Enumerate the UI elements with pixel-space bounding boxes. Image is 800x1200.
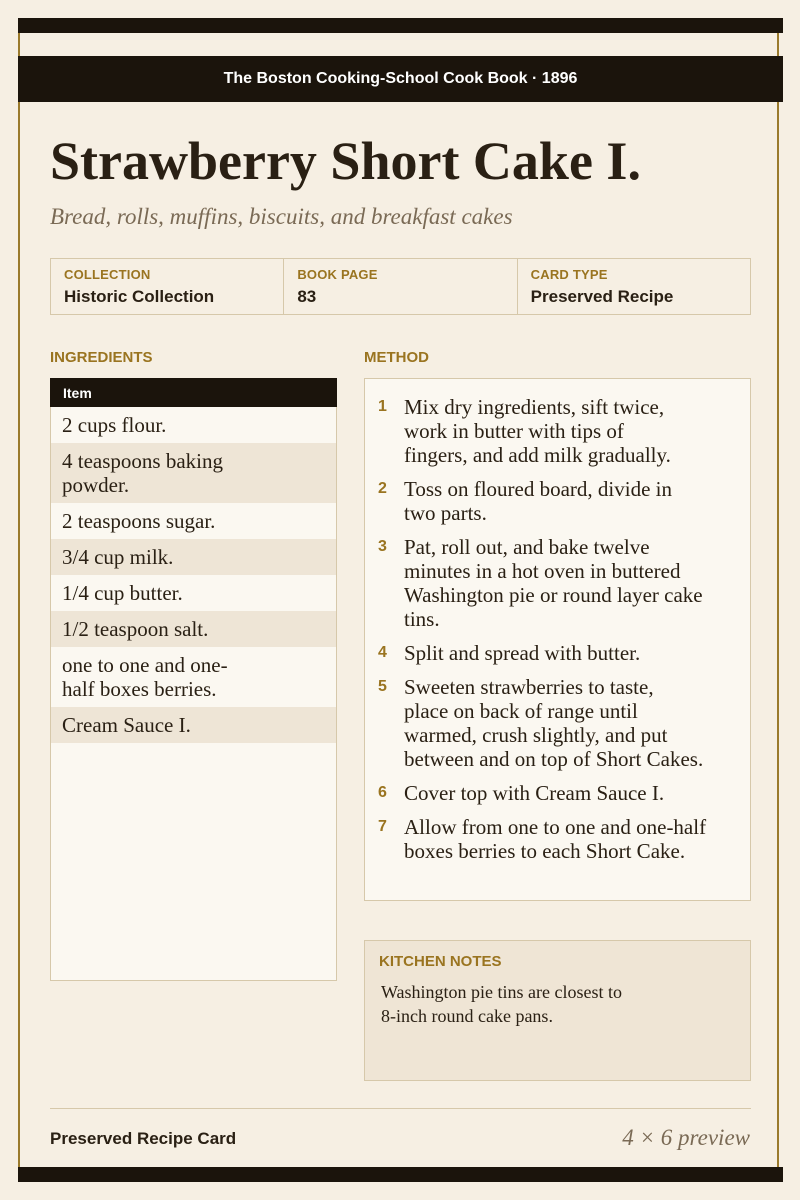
recipe-title: Strawberry Short Cake I. bbox=[50, 131, 641, 191]
ingredient-row: 2 teaspoons sugar. bbox=[62, 509, 216, 533]
footer-divider bbox=[50, 1108, 751, 1109]
ingredient-row: 2 cups flour. bbox=[62, 413, 167, 437]
meta-value: Historic Collection bbox=[64, 287, 215, 306]
step-number: 1 bbox=[378, 398, 387, 415]
top-border-bar bbox=[18, 18, 783, 33]
step-text: Sweeten strawberries to taste, place on back of range until warmed, crush slightly, and put between and on top of Short Cakes. bbox=[404, 675, 704, 771]
method-step bbox=[378, 395, 740, 467]
step-number: 5 bbox=[378, 678, 387, 695]
meta-label: CARD TYPE bbox=[530, 267, 608, 282]
step-number: 7 bbox=[378, 818, 387, 835]
ingredient-row: 1/4 cup butter. bbox=[62, 581, 183, 605]
notes-heading: KITCHEN NOTES bbox=[379, 953, 502, 970]
ingredient-row: 4 teaspoons baking powder. bbox=[51, 443, 336, 503]
step-number: 2 bbox=[378, 480, 387, 497]
meta-value: 83 bbox=[297, 287, 317, 306]
source-title: The Boston Cooking-School Cook Book · 1896 bbox=[223, 70, 578, 87]
step-text: Split and spread with butter. bbox=[404, 641, 641, 665]
method-steps bbox=[364, 378, 751, 901]
step-number: 6 bbox=[378, 784, 387, 801]
recipe-category: Bread, rolls, muffins, biscuits, and breakfast cakes bbox=[50, 204, 513, 229]
ingredients-table bbox=[50, 378, 337, 981]
source-header bbox=[18, 56, 783, 102]
meta-value: Preserved Recipe bbox=[530, 287, 674, 306]
ingredients-heading: INGREDIENTS bbox=[50, 349, 153, 366]
meta-card-type bbox=[518, 259, 750, 314]
step-text: Mix dry ingredients, sift twice, work in butter with tips of fingers, and add milk gradually. bbox=[404, 395, 671, 467]
meta-label: COLLECTION bbox=[64, 267, 151, 282]
ingredients-column-header: Item bbox=[50, 378, 337, 407]
ingredient-row: one to one and one- half boxes berries. bbox=[62, 653, 228, 701]
notes-text: Washington pie tins are closest to 8-inch round cake pans. bbox=[381, 982, 623, 1026]
bottom-border-bar bbox=[18, 1167, 783, 1182]
meta-book-page bbox=[284, 259, 517, 314]
step-number: 3 bbox=[378, 538, 387, 555]
ingredient-row: 1/2 teaspoon salt. bbox=[51, 611, 336, 647]
method-step bbox=[378, 675, 740, 771]
method-step bbox=[378, 815, 740, 863]
ingredient-row: Cream Sauce I. bbox=[51, 707, 336, 743]
ingredient-row: 3/4 cup milk. bbox=[51, 539, 336, 575]
footer-card-label: Preserved Recipe Card bbox=[50, 1129, 237, 1148]
method-step bbox=[378, 641, 740, 665]
step-text: Toss on floured board, divide in two parts. bbox=[404, 477, 672, 525]
method-step bbox=[378, 535, 740, 631]
step-text: Cover top with Cream Sauce I. bbox=[404, 781, 665, 805]
method-heading: METHOD bbox=[364, 349, 429, 366]
step-number: 4 bbox=[378, 644, 387, 661]
meta-collection bbox=[51, 259, 284, 314]
meta-label: BOOK PAGE bbox=[297, 267, 378, 282]
kitchen-notes bbox=[364, 940, 751, 1081]
method-step bbox=[378, 781, 740, 805]
step-text: Allow from one to one and one-half boxes berries to each Short Cake. bbox=[404, 815, 707, 863]
metadata-table bbox=[50, 258, 751, 315]
method-step bbox=[378, 477, 740, 525]
step-text: Pat, roll out, and bake twelve minutes in a hot oven in buttered Washington pie or round layer cake tins. bbox=[404, 535, 703, 631]
footer-preview-size: 4 × 6 preview bbox=[622, 1125, 750, 1150]
